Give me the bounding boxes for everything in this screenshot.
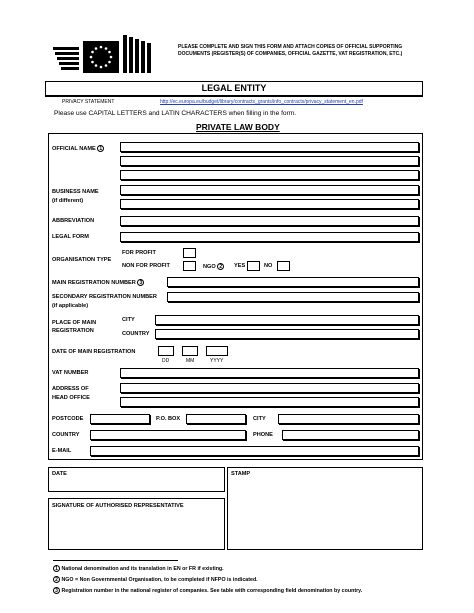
- footnote-2-text: NGO = Non Governmental Organisation, to be completed if NFPO is indicated.: [61, 576, 258, 583]
- registration-country-label: COUNTRY: [122, 331, 150, 337]
- registration-city-label: CITY: [122, 317, 135, 323]
- ngo-no-checkbox[interactable]: [277, 261, 290, 271]
- address-field-1[interactable]: [120, 383, 419, 393]
- place-of-registration-label-2: REGISTRATION: [52, 328, 94, 334]
- non-for-profit-checkbox[interactable]: [183, 261, 196, 271]
- official-name-text: OFFICIAL NAME: [52, 145, 96, 152]
- footnote-marker-1: 1: [97, 145, 104, 152]
- official-name-field-2[interactable]: [120, 156, 419, 166]
- title-rule: [45, 95, 423, 97]
- ec-logo: [53, 33, 153, 75]
- footnote-rule: [53, 560, 178, 561]
- privacy-statement-label: PRIVACY STATEMENT: [62, 99, 115, 105]
- ngo-text: NGO: [203, 263, 216, 270]
- business-name-field-2[interactable]: [120, 199, 419, 209]
- registration-day-field[interactable]: [158, 346, 174, 356]
- legal-form-field[interactable]: [120, 232, 419, 242]
- business-name-note: (if different): [52, 198, 84, 204]
- footnote-1-text: National denomination and its translation in EN or FR if existing.: [61, 565, 224, 572]
- date-box[interactable]: [48, 467, 225, 492]
- place-of-registration-label-1: PLACE OF MAIN: [52, 320, 97, 326]
- abbreviation-field[interactable]: [120, 216, 419, 226]
- footnote-3-text: Registration number in the national register of companies. See table with corresponding field denomination by country.: [61, 587, 363, 594]
- business-name-field-1[interactable]: [120, 185, 419, 195]
- yes-label: YES: [234, 263, 246, 269]
- title-box: [45, 81, 423, 95]
- mm-hint: MM: [186, 358, 195, 364]
- main-registration-number-field[interactable]: [167, 277, 419, 287]
- official-name-field-1[interactable]: [120, 142, 419, 152]
- ngo-label: [203, 263, 224, 270]
- po-box-field[interactable]: [186, 414, 246, 424]
- organisation-type-label: ORGANISATION TYPE: [52, 257, 112, 263]
- footnote-1: [53, 565, 224, 572]
- signature-label: SIGNATURE OF AUTHORISED REPRESENTATIVE: [52, 503, 184, 509]
- ngo-yes-checkbox[interactable]: [247, 261, 260, 271]
- main-registration-number-text: MAIN REGISTRATION NUMBER: [52, 279, 136, 286]
- secondary-registration-number-field[interactable]: [167, 292, 419, 302]
- footnote-3-marker: 3: [53, 587, 60, 594]
- instruction-text: Please use CAPITAL LETTERS and LATIN CHARACTERS when filling in the form.: [54, 110, 297, 117]
- footnote-2-marker: 2: [53, 576, 60, 583]
- no-label: NO: [264, 263, 273, 269]
- for-profit-label: FOR PROFIT: [122, 250, 156, 256]
- footnote-1-marker: 1: [53, 565, 60, 572]
- privacy-statement-link[interactable]: http://ec.europa.eu/budget/library/contracts_grants/info_contracts/privacy_statement_en.pdf: [160, 99, 363, 105]
- po-box-label: P.O. BOX: [156, 416, 181, 422]
- address-field-2[interactable]: [120, 397, 419, 407]
- phone-field[interactable]: [282, 430, 419, 440]
- header-notice-line-1: PLEASE COMPLETE AND SIGN THIS FORM AND ATTACH COPIES OF OFFICIAL SUPPORTING: [178, 44, 403, 50]
- legal-form-label: LEGAL FORM: [52, 234, 89, 240]
- business-name-label: BUSINESS NAME: [52, 189, 99, 195]
- page-title: LEGAL ENTITY: [201, 83, 267, 93]
- city-field[interactable]: [278, 414, 419, 424]
- header-notice: [178, 44, 402, 58]
- country-field[interactable]: [90, 430, 246, 440]
- footnote-marker-3: 3: [137, 279, 144, 286]
- main-registration-number-label: [52, 279, 144, 286]
- address-label-1: ADDRESS OF: [52, 386, 89, 392]
- postcode-label: POSTCODE: [52, 416, 84, 422]
- header-notice-line-2: DOCUMENTS (REGISTER(S) OF COMPANIES, OFFICIAL GAZETTE, VAT REGISTRATION, ETC.): [178, 51, 403, 57]
- country-label: COUNTRY: [52, 432, 80, 438]
- signature-box[interactable]: [48, 498, 225, 550]
- secondary-registration-note: (if applicable): [52, 303, 89, 309]
- yyyy-hint: YYYY: [210, 358, 224, 364]
- phone-label: PHONE: [253, 432, 273, 438]
- vat-number-label: VAT NUMBER: [52, 370, 89, 376]
- stamp-box[interactable]: [227, 467, 423, 550]
- address-label-2: HEAD OFFICE: [52, 395, 90, 401]
- footnote-3: [53, 587, 362, 594]
- registration-month-field[interactable]: [182, 346, 198, 356]
- for-profit-checkbox[interactable]: [183, 248, 196, 258]
- abbreviation-label: ABBREVIATION: [52, 218, 95, 224]
- dd-hint: DD: [162, 358, 170, 364]
- postcode-field[interactable]: [90, 414, 150, 424]
- email-label: E-MAIL: [52, 448, 72, 454]
- vat-number-field[interactable]: [120, 368, 419, 378]
- secondary-registration-number-label: SECONDARY REGISTRATION NUMBER: [52, 294, 157, 300]
- city-label: CITY: [253, 416, 266, 422]
- official-name-label: [52, 145, 104, 152]
- date-of-registration-label: DATE OF MAIN REGISTRATION: [52, 349, 136, 355]
- official-name-field-3[interactable]: [120, 170, 419, 180]
- footnote-2: [53, 576, 258, 583]
- email-field[interactable]: [90, 446, 419, 456]
- registration-year-field[interactable]: [206, 346, 228, 356]
- section-title: PRIVATE LAW BODY: [196, 122, 280, 132]
- stamp-label: STAMP: [231, 471, 251, 477]
- date-label: DATE: [52, 471, 67, 477]
- registration-country-field[interactable]: [155, 329, 419, 339]
- footnote-marker-2: 2: [217, 263, 224, 270]
- non-for-profit-label: NON FOR PROFIT: [122, 263, 170, 269]
- registration-city-field[interactable]: [155, 315, 419, 325]
